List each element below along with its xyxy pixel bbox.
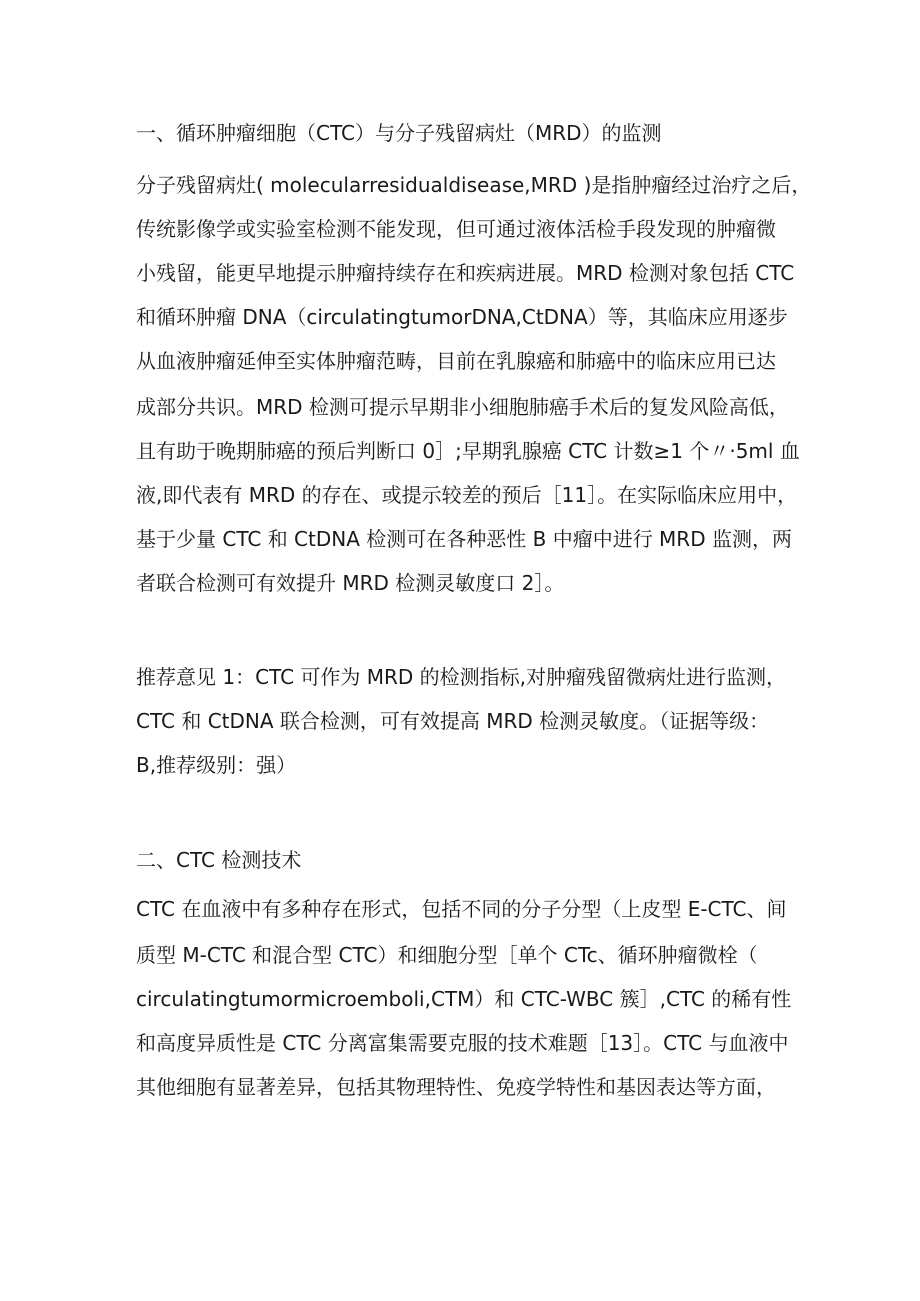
paragraph-line: 质型 M-CTC 和混合型 CTC）和细胞分型［单个 CTc、循环肿瘤微栓（ <box>136 943 758 967</box>
paragraph-line: 液,即代表有 MRD 的存在、或提示较差的预后［11］。在实际临床应用中， <box>136 483 798 507</box>
section-heading-1: 一、循环肿瘤细胞（CTC）与分子残留病灶（MRD）的监测 <box>136 121 662 145</box>
paragraph-line: 且有助于晚期肺癌的预后判断口 0］;早期乳腺癌 CTC 计数≥1 个〃·5ml 血 <box>136 439 800 463</box>
recommendation-line: B,推荐级别：强） <box>136 753 297 777</box>
paragraph-line: 和高度异质性是 CTC 分离富集需要克服的技术难题［13］。CTC 与血液中 <box>136 1031 789 1055</box>
paragraph-line: 分子残留病灶( molecularresidualdisease,MRD )是指肿瘤经过治疗之后， <box>136 173 812 197</box>
paragraph-line: 传统影像学或实验室检测不能发现，但可通过液体活检手段发现的肿瘤微 <box>136 217 776 241</box>
paragraph-line: CTC 在血液中有多种存在形式，包括不同的分子分型（上皮型 E-CTC、间 <box>136 897 787 921</box>
section-heading-2: 二、CTC 检测技术 <box>136 848 302 872</box>
paragraph-line: 从血液肿瘤延伸至实体肿瘤范畴，目前在乳腺癌和肺癌中的临床应用已达 <box>136 349 776 373</box>
paragraph-line: 基于少量 CTC 和 CtDNA 检测可在各种恶性 B 中瘤中进行 MRD 监测，两 <box>136 527 792 551</box>
recommendation-line: 推荐意见 1：CTC 可作为 MRD 的检测指标,对肿瘤残留微病灶进行监测， <box>136 665 787 689</box>
paragraph-line: 其他细胞有显著差异，包括其物理特性、免疫学特性和基因表达等方面， <box>136 1075 776 1099</box>
recommendation-line: CTC 和 CtDNA 联合检测，可有效提高 MRD 检测灵敏度。（证据等级： <box>136 709 770 733</box>
paragraph-line: 成部分共识。MRD 检测可提示早期非小细胞肺癌手术后的复发风险高低， <box>136 395 789 419</box>
paragraph-line: 和循环肿瘤 DNA（circulatingtumorDNA,CtDNA）等，其临床应用逐步 <box>136 305 788 329</box>
paragraph-line: 者联合检测可有效提升 MRD 检测灵敏度口 2］。 <box>136 571 565 595</box>
paragraph-line: circulatingtumormicroemboli,CTM）和 CTC-WBC 簇］,CTC 的稀有性 <box>136 987 792 1011</box>
paragraph-line: 小残留，能更早地提示肿瘤持续存在和疾病进展。MRD 检测对象包括 CTC <box>136 261 795 285</box>
